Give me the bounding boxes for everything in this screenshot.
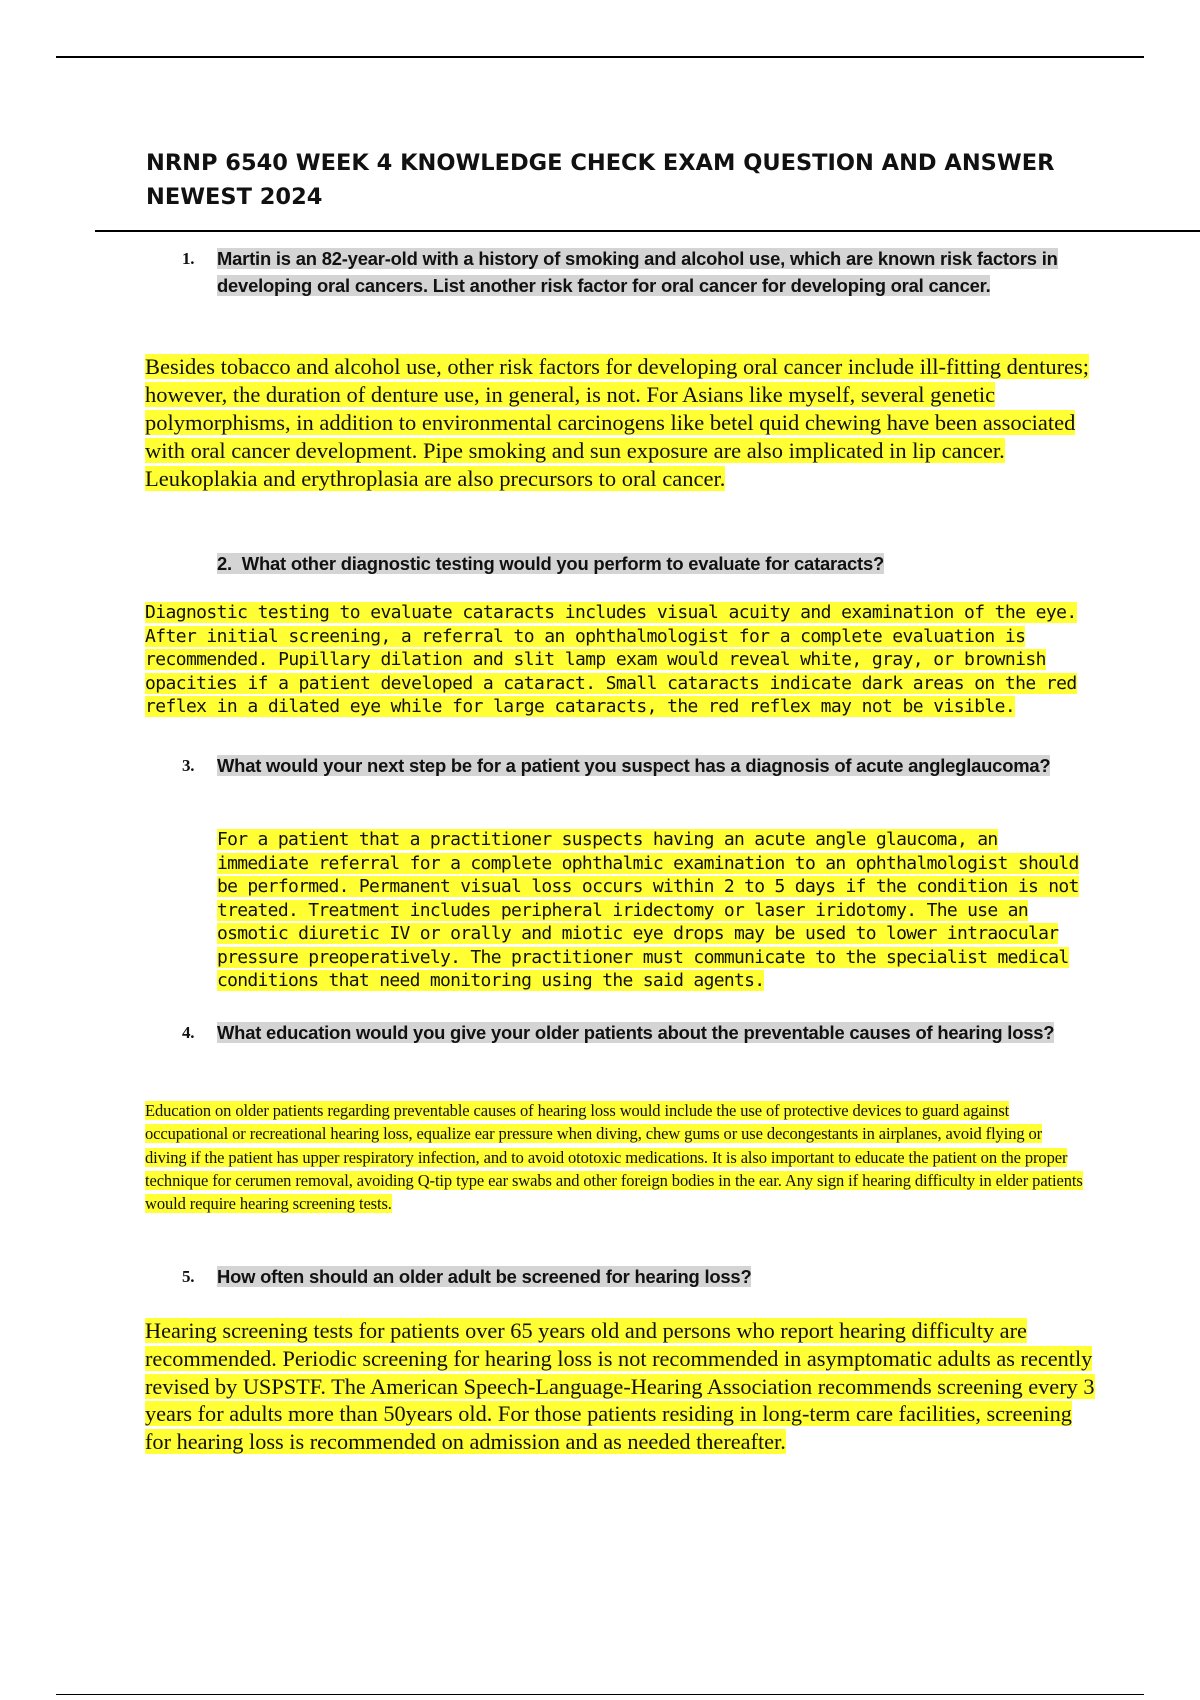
answer-5-text: Hearing screening tests for patients over 65 years old and persons who report hearing difficulty are recommended. Periodic screening for hearing loss is not recommended in asymptomatic adults as recently revised by USPSTF. The American Speech-Language-Hearing Association recommends screening every 3 years for adults more than 50years old. For those patients residing in long-term care facilities, screening for hearing loss is recommended on admission and as needed thereafter. bbox=[145, 1318, 1095, 1455]
top-divider bbox=[56, 56, 1144, 58]
answer-1 bbox=[145, 353, 1090, 493]
question-3 bbox=[182, 752, 1082, 779]
bottom-divider bbox=[56, 1694, 1144, 1695]
answer-2-text: Diagnostic testing to evaluate cataracts includes visual acuity and examination of the eye. After initial screening, a referral to an ophthalmologist for a complete evaluation is recommended. Pupillary dilation and slit lamp exam would reveal white, gray, or brownish opacities if a patient developed a cataract. Small cataracts indicate dark areas on the red reflex in a dilated eye while for large cataracts, the red reflex may not be visible. bbox=[145, 602, 1077, 717]
answer-3 bbox=[217, 828, 1097, 993]
question-4-number: 4. bbox=[182, 1023, 195, 1042]
title-divider bbox=[95, 230, 1200, 232]
question-1-number: 1. bbox=[182, 249, 195, 268]
answer-1-text: Besides tobacco and alcohol use, other risk factors for developing oral cancer include ill-fitting dentures; however, the duration of denture use, in general, is not. For Asians like myself, several genetic polymorphisms, in addition to environmental carcinogens like betel quid chewing have been associated with oral cancer development. Pipe smoking and sun exposure are also implicated in lip cancer. Leukoplakia and erythroplasia are also precursors to oral cancer. bbox=[145, 354, 1090, 491]
question-2-text bbox=[217, 553, 884, 574]
question-2 bbox=[217, 550, 1117, 577]
question-3-text: What would your next step be for a patient you suspect has a diagnosis of acute angleglaucoma? bbox=[217, 755, 1051, 776]
answer-2 bbox=[145, 601, 1095, 719]
question-5-number: 5. bbox=[182, 1267, 195, 1286]
question-2-number: 2. bbox=[217, 553, 232, 574]
question-1-text: Martin is an 82-year-old with a history of smoking and alcohol use, which are known risk factors in developing oral cancers. List another risk factor for oral cancer for developing oral cancer. bbox=[217, 248, 1058, 296]
answer-5 bbox=[145, 1317, 1095, 1456]
question-5 bbox=[182, 1263, 1082, 1290]
question-1 bbox=[182, 245, 1082, 299]
question-4 bbox=[182, 1019, 1082, 1046]
answer-4 bbox=[145, 1099, 1085, 1215]
question-4-text: What education would you give your older patients about the preventable causes of hearing loss? bbox=[217, 1022, 1055, 1043]
question-2-label: What other diagnostic testing would you perform to evaluate for cataracts? bbox=[241, 553, 885, 574]
answer-4-text: Education on older patients regarding preventable causes of hearing loss would include the use of protective devices to guard against occupational or recreational hearing loss, equalize ear pressure when diving, chew gums or use decongestants in airplanes, avoid flying or diving if the patient has upper respiratory infection, and to avoid ototoxic medications. It is also important to educate the patient on the proper technique for cerumen removal, avoiding Q-tip type ear swabs and other foreign bodies in the ear. Any sign if hearing difficulty in elder patients would require hearing screening tests. bbox=[145, 1101, 1083, 1214]
question-3-number: 3. bbox=[182, 756, 195, 775]
question-5-text: How often should an older adult be screened for hearing loss? bbox=[217, 1266, 752, 1287]
answer-3-text: For a patient that a practitioner suspects having an acute angle glaucoma, an immediate referral for a complete ophthalmic examination to an ophthalmologist should be performed. Permanent visual loss occurs within 2 to 5 days if the condition is not treated. Treatment includes peripheral iridectomy or laser iridotomy. The use an osmotic diuretic IV or orally and miotic eye drops may be used to lower intraocular pressure preoperatively. The practitioner must communicate to the specialist medical conditions that need monitoring using the said agents. bbox=[217, 829, 1079, 991]
document-title: NRNP 6540 WEEK 4 KNOWLEDGE CHECK EXAM QUESTION AND ANSWER NEWEST 2024 bbox=[146, 150, 1055, 210]
